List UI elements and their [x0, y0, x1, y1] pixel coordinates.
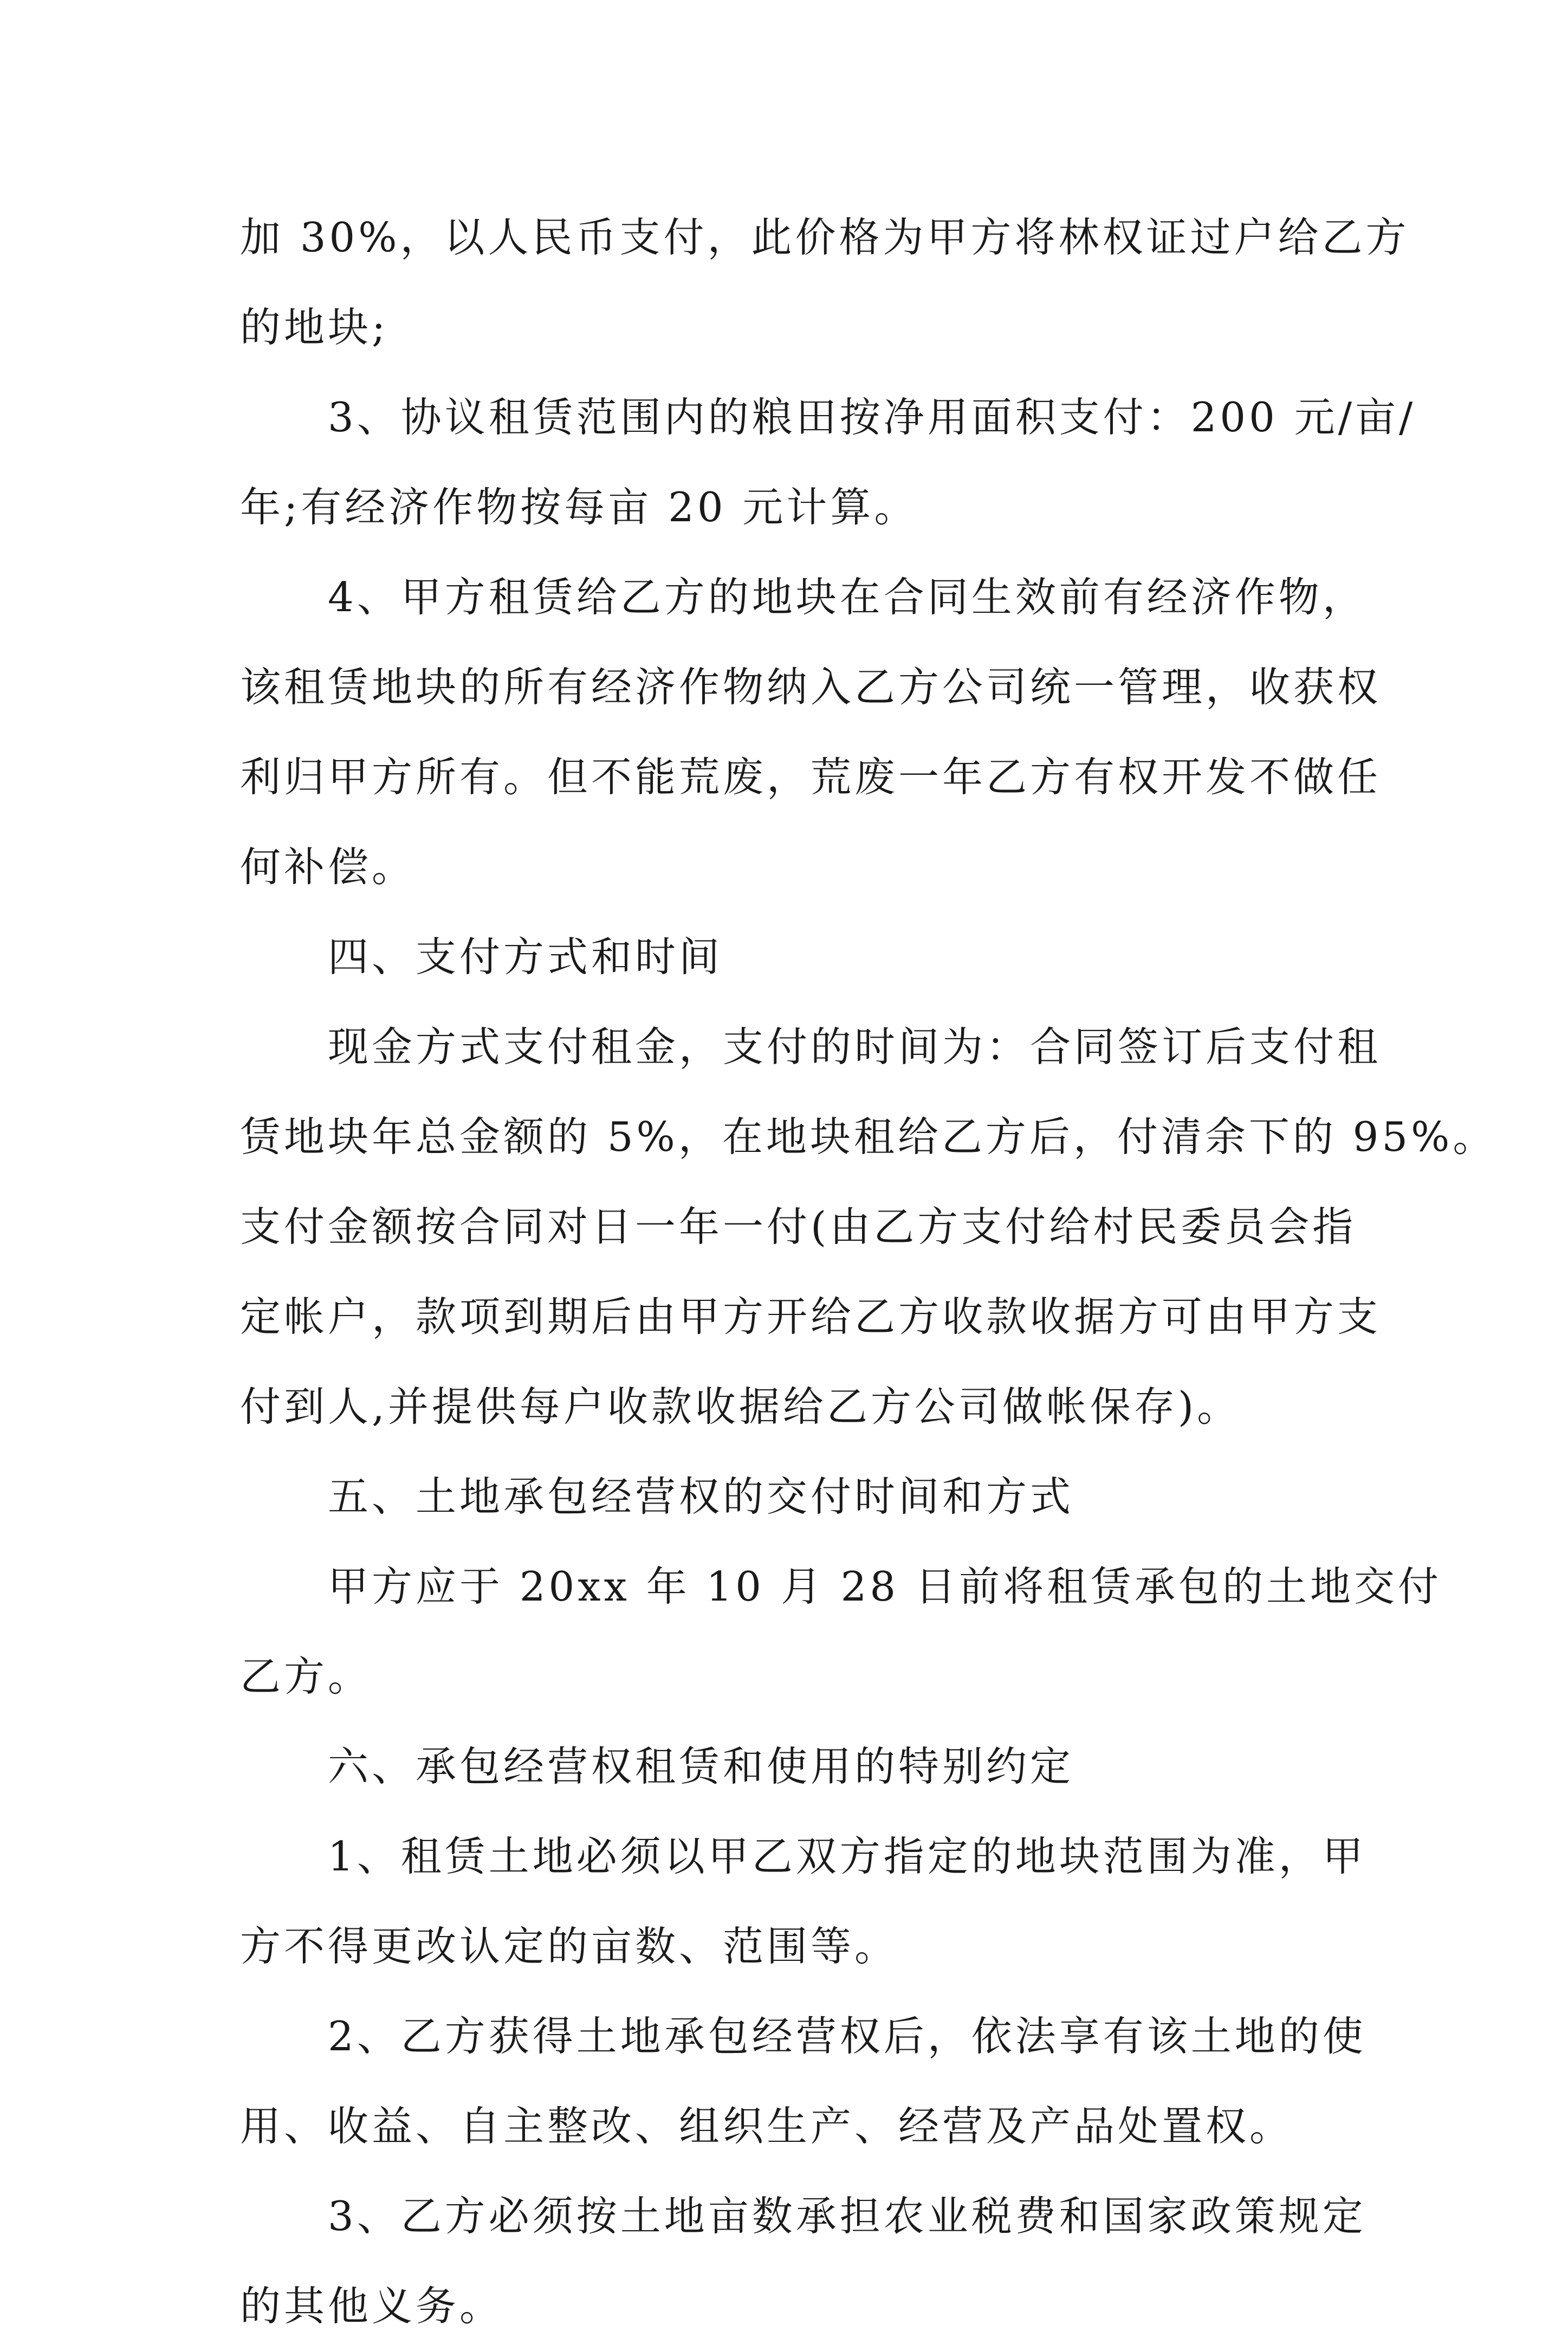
text-line: 乙方。 — [240, 1653, 372, 1700]
text-line: 该租赁地块的所有经济作物纳入乙方公司统一管理，收获权 — [240, 663, 1382, 711]
section-heading: 五、土地承包经营权的交付时间和方式 — [240, 1473, 1074, 1520]
text-line: 支付金额按合同对日一年一付(由乙方支付给村民委员会指 — [240, 1203, 1357, 1251]
text-line: 何补偿。 — [240, 843, 416, 891]
text-line: 利归甲方所有。但不能荒废，荒废一年乙方有权开发不做任 — [240, 753, 1382, 801]
text-line: 1、租赁土地必须以甲乙双方指定的地块范围为准，甲 — [240, 1832, 1366, 1880]
text-line: 2、乙方获得土地承包经营权后，依法享有该土地的使 — [240, 2012, 1366, 2060]
document-body — [240, 192, 1497, 2351]
text-line: 方不得更改认定的亩数、范围等。 — [240, 1922, 899, 1970]
text-line: 甲方应于 20xx 年 10 月 28 日前将租赁承包的土地交付 — [240, 1563, 1442, 1610]
text-line: 用、收益、自主整改、组织生产、经营及产品处置权。 — [240, 2102, 1294, 2150]
text-line: 定帐户，款项到期后由甲方开给乙方收款收据方可由甲方支 — [240, 1293, 1382, 1340]
text-line: 加 30%，以人民币支付，此价格为甲方将林权证过户给乙方 — [240, 213, 1410, 261]
section-heading: 四、支付方式和时间 — [240, 933, 723, 981]
text-line: 付到人,并提供每户收款收据给乙方公司做帐保存)。 — [240, 1383, 1241, 1430]
text-line: 赁地块年总金额的 5%，在地块租给乙方后，付清余下的 95%。 — [240, 1113, 1497, 1161]
text-line: 的其他义务。 — [240, 2282, 504, 2330]
text-line: 年;有经济作物按每亩 20 元计算。 — [240, 483, 918, 531]
text-line: 4、甲方租赁给乙方的地块在合同生效前有经济作物， — [240, 573, 1366, 621]
text-line: 的地块; — [240, 303, 389, 351]
text-line: 3、协议租赁范围内的粮田按净用面积支付：200 元/亩/ — [240, 393, 1416, 441]
text-line: 现金方式支付租金，支付的时间为：合同签订后支付租 — [240, 1023, 1382, 1071]
text-line: 3、乙方必须按土地亩数承担农业税费和国家政策规定 — [240, 2192, 1366, 2240]
section-heading: 六、承包经营权租赁和使用的特别约定 — [240, 1743, 1074, 1790]
